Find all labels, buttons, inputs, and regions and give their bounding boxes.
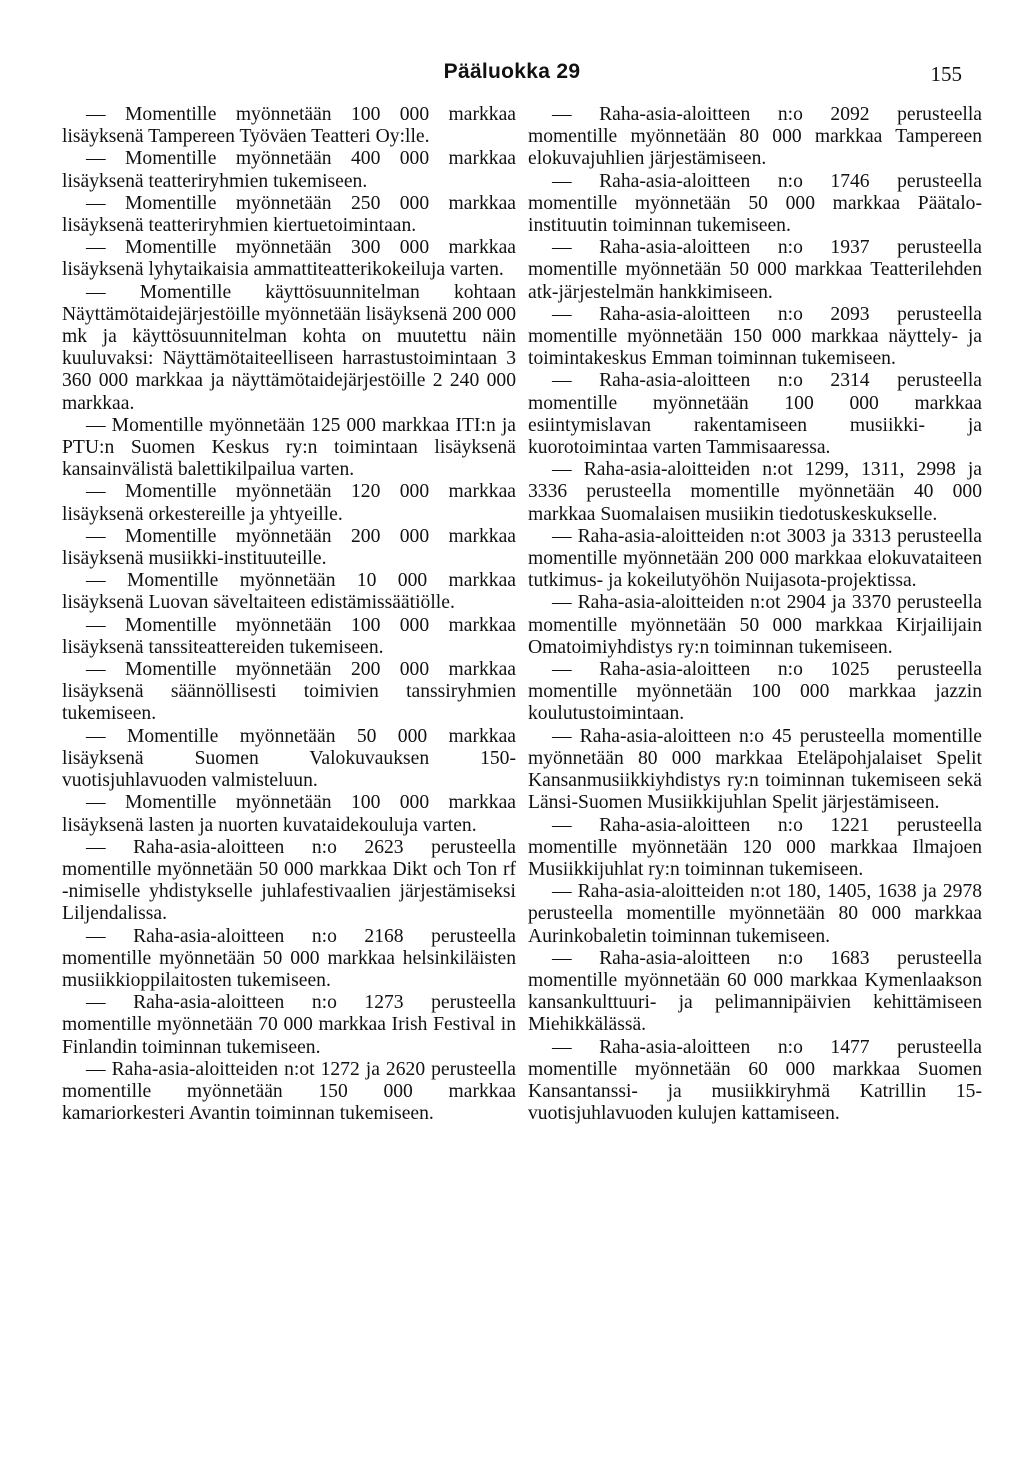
paragraph: — Momentille myönnetään 200 000 markkaa lisäyksenä säännöllisesti toimivien tanssiryhmien tukemiseen. xyxy=(62,659,516,725)
paragraph: — Raha-asia-aloitteen n:o 1683 perusteella momentille myönnetään 60 000 markkaa Kymenlaakson kansankulttuuri- ja pelimannipäivien kehittämiseen Miehikkälässä. xyxy=(528,947,982,1036)
paragraph: — Momentille myönnetään 100 000 markkaa lisäyksenä lasten ja nuorten kuvataidekouluja varten. xyxy=(62,792,516,836)
paragraph: — Raha-asia-aloitteiden n:ot 1299, 1311, 2998 ja 3336 perusteella momentille myönnetään 40 000 markkaa Suomalaisen musiikin tiedotuskeskukselle. xyxy=(528,459,982,525)
paragraph: — Momentille myönnetään 400 000 markkaa lisäyksenä teatteriryhmien tukemiseen. xyxy=(62,148,516,192)
paragraph: — Raha-asia-aloitteen n:o 2168 perusteella momentille myönnetään 50 000 markkaa helsinkiläisten musiikkioppilaitosten tukemiseen. xyxy=(62,925,516,991)
paragraph: — Momentille myönnetään 200 000 markkaa lisäyksenä musiikki-instituuteille. xyxy=(62,525,516,570)
page-number: 155 xyxy=(930,62,962,86)
paragraph: — Raha-asia-aloitteen n:o 2093 perusteella momentille myönnetään 150 000 markkaa näyttely- ja toimintakeskus Emman toiminnan tukemiseen. xyxy=(528,303,982,370)
page-title: Pääluokka 29 xyxy=(443,60,581,83)
paragraph: — Raha-asia-aloitteen n:o 1746 perusteella momentille myönnetään 50 000 markkaa Päätalo-instituutin toiminnan tukemiseen. xyxy=(528,170,982,237)
paragraph: — Momentille myönnetään 250 000 markkaa lisäyksenä teatteriryhmien kiertuetoimintaan. xyxy=(62,192,516,237)
paragraph: — Raha-asia-aloitteen n:o 1025 perusteella momentille myönnetään 100 000 markkaa jazzin koulutustoimintaan. xyxy=(528,659,982,725)
paragraph: — Raha-asia-aloitteiden n:ot 2904 ja 3370 perusteella momentille myönnetään 50 000 markkaa Kirjailijain Omatoimiyhdistys ry:n toiminnan tukemiseen. xyxy=(528,592,982,658)
paragraph: — Raha-asia-aloitteen n:o 2623 perusteella momentille myönnetään 50 000 markkaa Dikt och Ton rf -nimiselle yhdistykselle juhlafestivaalien järjestämiseksi Liljendalissa. xyxy=(62,836,516,925)
paragraph: — Momentille myönnetään 100 000 markkaa lisäyksenä Tampereen Työväen Teatteri Oy:lle. xyxy=(62,104,516,148)
paragraph: — Raha-asia-aloitteiden n:ot 180, 1405, 1638 ja 2978 perusteella momentille myönnetään 80 000 markkaa Aurinkobaletin toiminnan tukemiseen. xyxy=(528,881,982,947)
paragraph: — Momentille myönnetään 120 000 markkaa lisäyksenä orkestereille ja yhtyeille. xyxy=(62,481,516,525)
paragraph: — Raha-asia-aloitteen n:o 45 perusteella momentille myönnetään 80 000 markkaa Eteläpohjalaiset Spelit Kansanmusiikkiyhdistys ry:n toiminnan tukemiseen sekä Länsi-Suomen Musiikkijuhlan Spelit järjestämiseen. xyxy=(528,725,982,814)
page-header xyxy=(0,60,1024,90)
paragraph: — Raha-asia-aloitteen n:o 2314 perusteella momentille myönnetään 100 000 markkaa esiintymislavan rakentamiseen musiikki- ja kuorotoimintaa varten Tammisaaressa. xyxy=(528,370,982,459)
paragraph: — Raha-asia-aloitteen n:o 1477 perusteella momentille myönnetään 60 000 markkaa Suomen Kansantanssi- ja musiikkiryhmä Katrillin 15-vuotisjuhlavuoden kulujen kattamiseen. xyxy=(528,1036,982,1125)
right-column xyxy=(528,104,982,1125)
paragraph: — Momentille käyttösuunnitelman kohtaan Näyttämötaidejärjestöille myönnetään lisäyksenä 200 000 mk ja käyttösuunnitelman kohta on muutettu näin kuuluvaksi: Näyttämötaiteelliseen harrastustoimintaan 3 360 000 markkaa ja näyttämötaidejärjestöille 2 240 000 markkaa. xyxy=(62,281,516,414)
left-column xyxy=(62,104,516,1125)
paragraph: — Raha-asia-aloitteen n:o 2092 perusteella momentille myönnetään 80 000 markkaa Tampereen elokuvajuhlien järjestämiseen. xyxy=(528,104,982,170)
paragraph: — Momentille myönnetään 125 000 markkaa ITI:n ja PTU:n Suomen Keskus ry:n toimintaan lisäyksenä kansainvälistä balettikilpailua varten. xyxy=(62,414,516,481)
paragraph: — Raha-asia-aloitteiden n:ot 3003 ja 3313 perusteella momentille myönnetään 200 000 markkaa elokuvataiteen tutkimus- ja kokeilutyöhön Nuijasota-projektissa. xyxy=(528,525,982,592)
paragraph: — Raha-asia-aloitteiden n:ot 1272 ja 2620 perusteella momentille myönnetään 150 000 markkaa kamariorkesteri Avantin toiminnan tukemiseen. xyxy=(62,1058,516,1125)
paragraph: — Raha-asia-aloitteen n:o 1937 perusteella momentille myönnetään 50 000 markkaa Teatterilehden atk-järjestelmän hankkimiseen. xyxy=(528,237,982,303)
paragraph: — Momentille myönnetään 10 000 markkaa lisäyksenä Luovan säveltaiteen edistämissäätiölle. xyxy=(62,570,516,614)
paragraph: — Raha-asia-aloitteen n:o 1221 perusteella momentille myönnetään 120 000 markkaa Ilmajoen Musiikkijuhlat ry:n toiminnan tukemiseen. xyxy=(528,814,982,880)
paragraph: — Raha-asia-aloitteen n:o 1273 perusteella momentille myönnetään 70 000 markkaa Irish Festival in Finlandin toiminnan tukemiseen. xyxy=(62,992,516,1058)
paragraph: — Momentille myönnetään 50 000 markkaa lisäyksenä Suomen Valokuvauksen 150-vuotisjuhlavuoden valmisteluun. xyxy=(62,725,516,792)
paragraph: — Momentille myönnetään 100 000 markkaa lisäyksenä tanssiteattereiden tukemiseen. xyxy=(62,614,516,658)
paragraph: — Momentille myönnetään 300 000 markkaa lisäyksenä lyhytaikaisia ammattiteatterikokeiluja varten. xyxy=(62,237,516,281)
